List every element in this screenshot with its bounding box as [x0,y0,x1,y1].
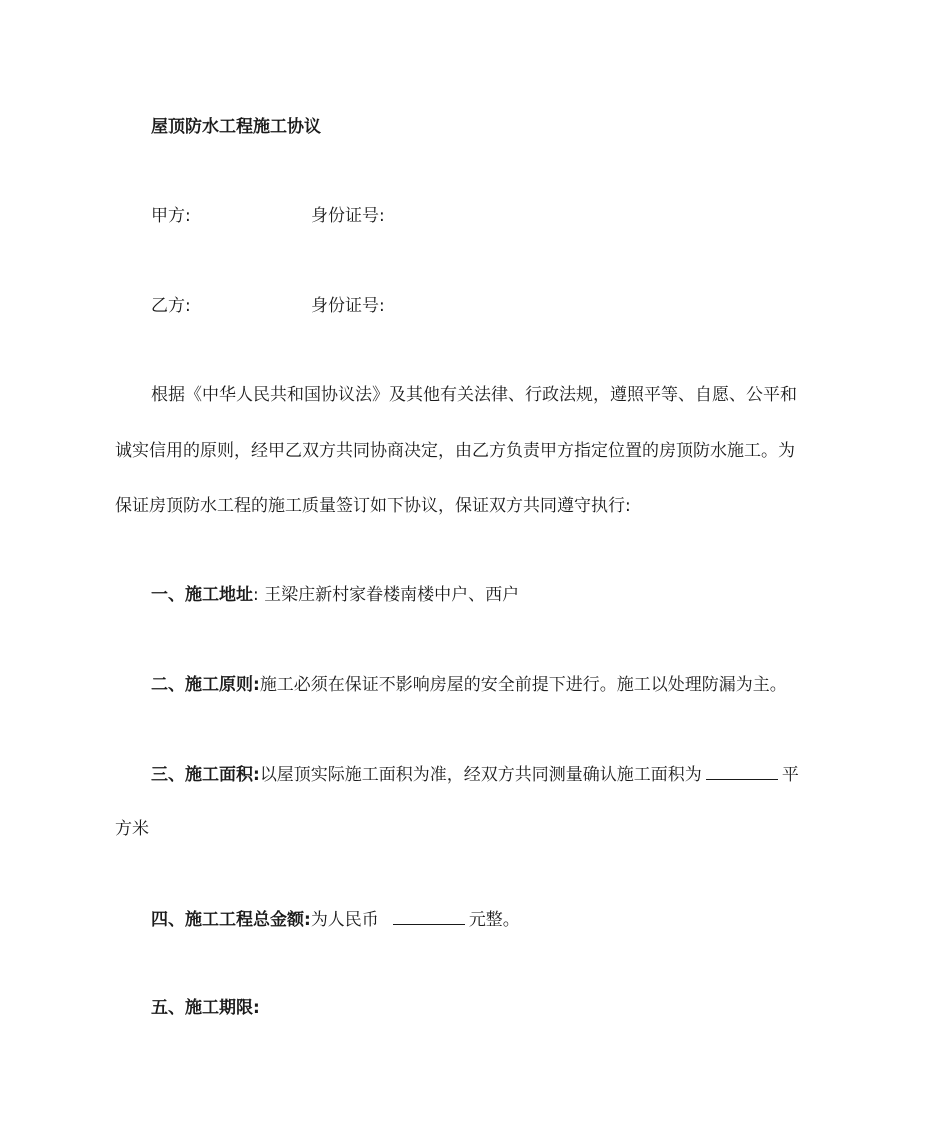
preamble-line-1: 根据《中华人民共和国协议法》及其他有关法律、行政法规，遵照平等、自愿、公平和 [151,385,797,405]
clause-4-heading: 四、施工工程总金额: [151,910,311,930]
clause-3-heading: 三、施工面积: [151,765,260,785]
clause-2 [151,674,787,696]
party-b-line [151,295,385,317]
area-blank [706,763,778,780]
clause-2-heading: 二、施工原则: [151,675,260,695]
party-b-label: 乙方: [151,296,191,316]
clause-4 [151,908,520,931]
clause-1-heading: 一、施工地址 [151,585,253,605]
document-title: 屋顶防水工程施工协议 [151,117,321,137]
clause-5 [151,997,260,1019]
party-b-id-label: 身份证号: [311,296,385,316]
party-a-label: 甲方: [151,206,191,226]
clause-3-text: 以屋顶实际施工面积为准，经双方共同测量确认施工面积为 [259,765,702,785]
preamble-line-3: 保证房顶防水工程的施工质量签订如下协议，保证双方共同遵守执行: [115,496,631,516]
clause-5-heading: 五、施工期限: [151,998,260,1018]
clause-3 [151,763,799,786]
party-a-id-label: 身份证号: [311,206,385,226]
clause-1-text: : 王梁庄新村家眷楼南楼中户、西户 [253,585,520,605]
preamble-line-2: 诚实信用的原则，经甲乙双方共同协商决定，由乙方负责甲方指定位置的房顶防水施工。为 [115,441,795,461]
party-a-line [151,205,385,227]
clause-4-text: 为人民币 [310,910,379,930]
clause-4-suffix: 元整。 [468,910,520,930]
amount-blank [393,908,465,925]
clause-3-continuation: 方米 [115,819,149,839]
clause-3-unit: 平 [781,765,799,785]
clause-1 [151,584,519,606]
clause-2-text: 施工必须在保证不影响房屋的安全前提下进行。施工以处理防漏为主。 [259,675,787,695]
